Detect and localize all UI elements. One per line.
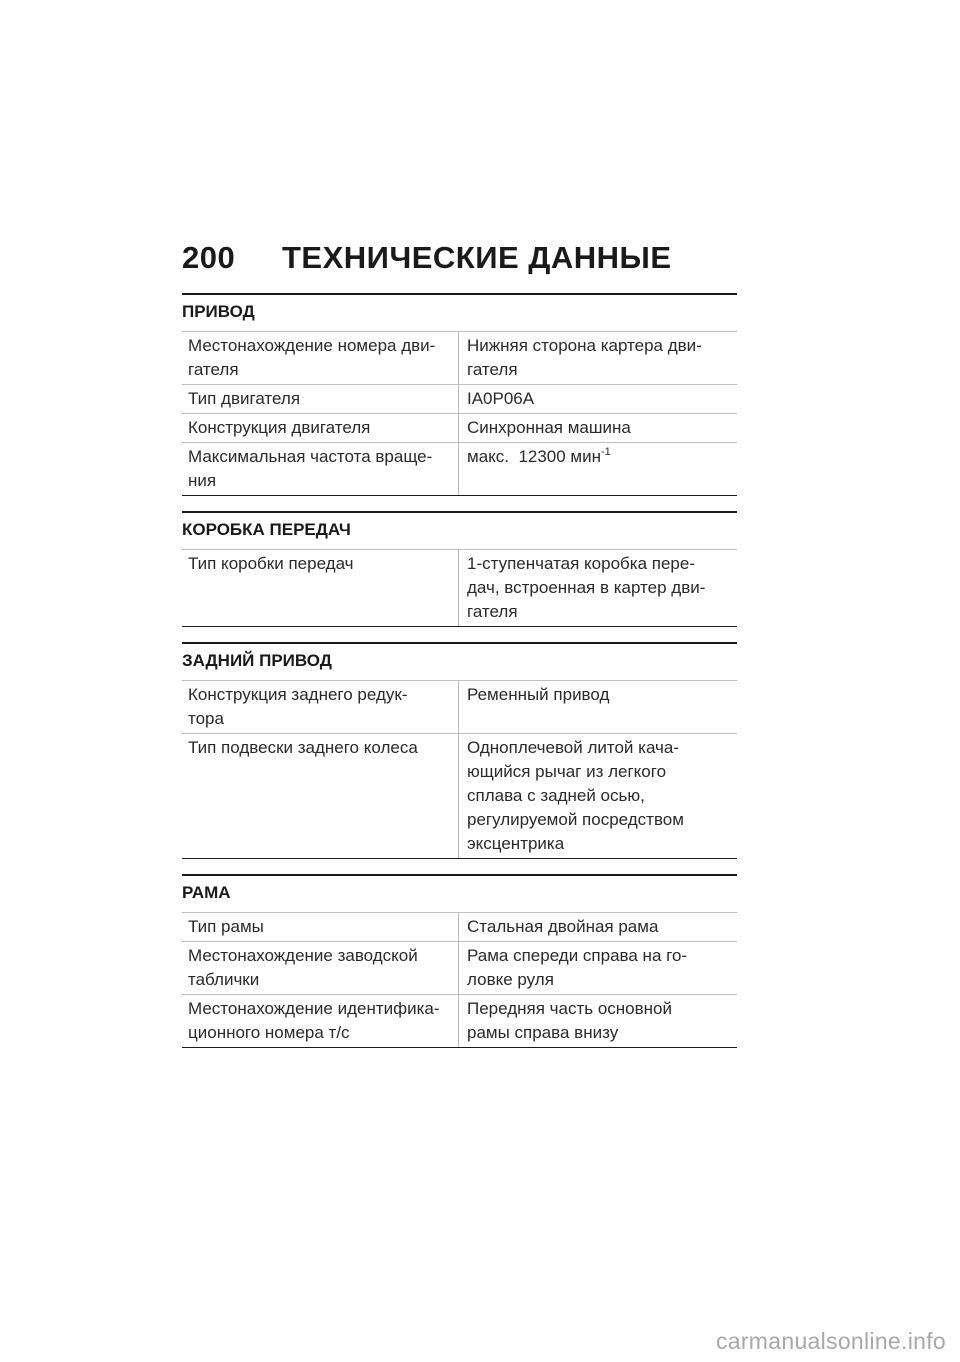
spec-value: [459, 443, 737, 495]
spec-label: Местонахождение номера дви- гателя: [182, 332, 459, 384]
spec-label: Тип рамы: [182, 913, 459, 941]
spec-label: Тип подвески заднего колеса: [182, 734, 459, 858]
spec-label: Тип двигателя: [182, 385, 459, 413]
chapter-title: ТЕХНИЧЕСКИЕ ДАННЫЕ: [282, 240, 672, 275]
spec-value-superscript: -1: [601, 446, 611, 458]
section-gearbox: [182, 511, 737, 627]
spec-table: [182, 331, 737, 496]
spec-value: Нижняя сторона картера дви- гателя: [467, 336, 702, 379]
spec-value: IA0P06A: [467, 389, 535, 408]
spec-value: 1-ступенчатая коробка пере- дач, встроенная в картер дви- гателя: [467, 554, 706, 621]
page-number: 200: [182, 240, 236, 275]
spec-row: [182, 442, 737, 496]
spec-label: Конструкция заднего редук- тора: [182, 681, 459, 733]
spec-row: [182, 941, 737, 994]
spec-value: Стальная двойная рама: [467, 917, 659, 936]
spec-label: Тип коробки передач: [182, 550, 459, 626]
spec-content: [182, 293, 737, 1048]
spec-row: [182, 733, 737, 859]
spec-value: Синхронная машина: [467, 418, 631, 437]
spec-label: Местонахождение идентифика- ционного номера т/с: [182, 995, 459, 1047]
spec-table: [182, 912, 737, 1048]
spec-value: Рама спереди справа на го- ловке руля: [467, 946, 688, 989]
spec-row: [182, 413, 737, 442]
spec-row: [182, 331, 737, 384]
spec-row: [182, 384, 737, 413]
section-title: ПРИВОД: [182, 302, 255, 321]
section-frame: [182, 874, 737, 1048]
footer-watermark: carmanualsonline.info: [715, 1328, 946, 1354]
spec-label: Местонахождение заводской таблички: [182, 942, 459, 994]
section-title: КОРОБКА ПЕРЕДАЧ: [182, 520, 351, 539]
spec-value: Ременный привод: [467, 685, 610, 704]
section-drive: [182, 293, 737, 496]
section-rear-drive: [182, 642, 737, 859]
section-title: РАМА: [182, 883, 231, 902]
section-title: ЗАДНИЙ ПРИВОД: [182, 651, 332, 670]
spec-table: [182, 680, 737, 859]
spec-table: [182, 549, 737, 627]
spec-row: [182, 994, 737, 1048]
spec-value: Одноплечевой литой кача- ющийся рычаг из легкого сплава с задней осью, регулируемой посредством эксцентрика: [467, 738, 684, 853]
spec-row: [182, 549, 737, 627]
page-header: [182, 240, 742, 280]
spec-label: Максимальная частота враще- ния: [182, 443, 459, 495]
spec-label: Конструкция двигателя: [182, 414, 459, 442]
spec-value-text: макс. 12300 мин: [467, 447, 602, 466]
spec-row: [182, 680, 737, 733]
spec-row: [182, 912, 737, 941]
spec-value: Передняя часть основной рамы справа внизу: [467, 999, 672, 1042]
